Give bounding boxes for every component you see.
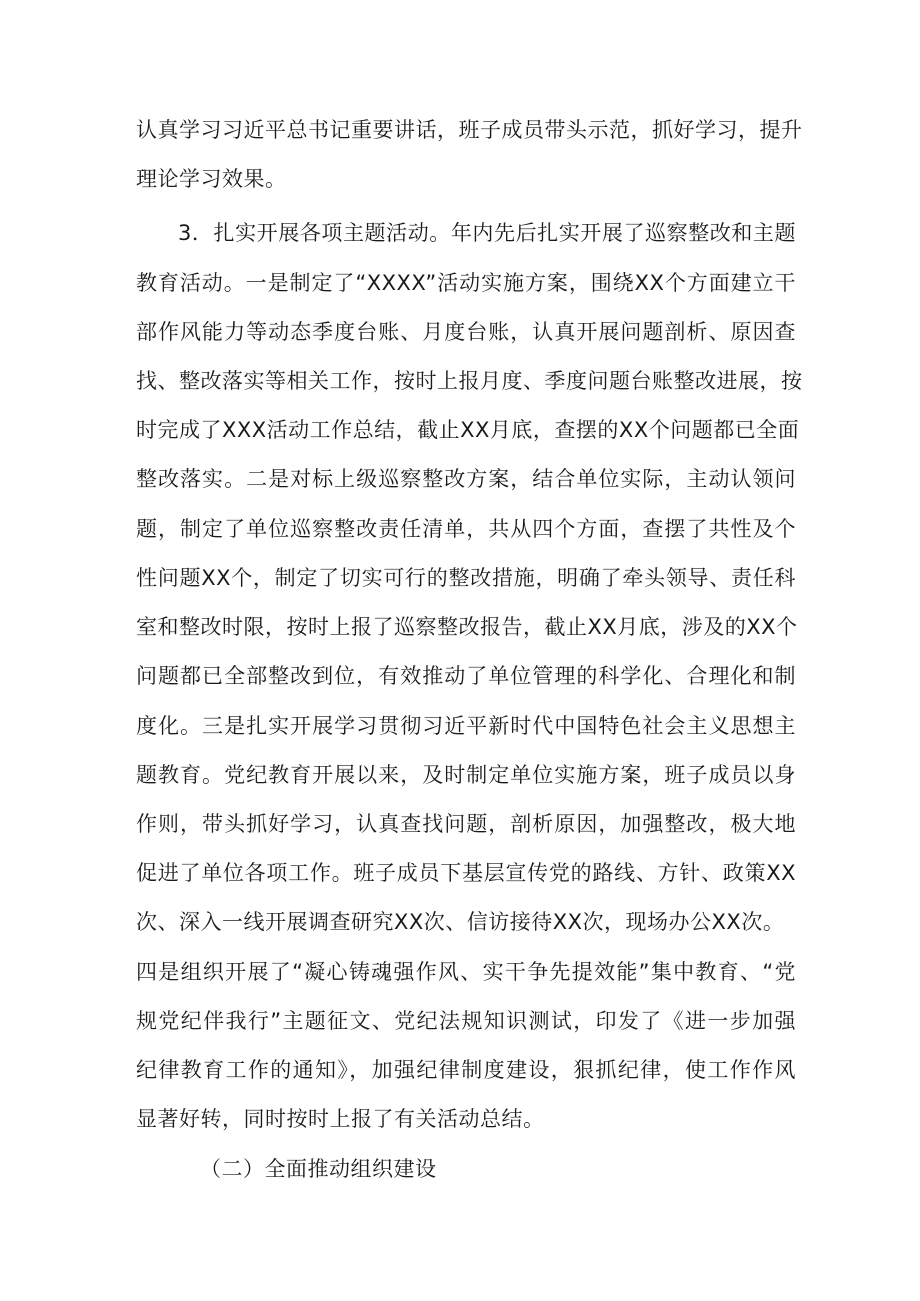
text-line: 作则，带头抓好学习，认真查找问题，剖析原因，加强整改，极大地 (136, 812, 796, 836)
text-line: 部作风能力等动态季度台账、月度台账，认真开展问题剖析、原因查 (136, 320, 796, 344)
text-line: 题，制定了单位巡察整改责任清单，共从四个方面，查摆了共性及个 (136, 517, 796, 541)
text-line: 认真学习习近平总书记重要讲话，班子成员带头示范，抓好学习，提升 (136, 118, 803, 142)
text-line: 找、整改落实等相关工作，按时上报月度、季度问题台账整改进展，按 (136, 369, 803, 393)
text-line: 时完成了XXX活动工作总结，截止XX月底，查摆的XX个问题都已全面 (136, 418, 800, 442)
text-line: 规党纪伴我行”主题征文、党纪法规知识测试，印发了《进一步加强 (136, 1009, 796, 1033)
text-line: 题教育。党纪教育开展以来，及时制定单位实施方案，班子成员以身 (136, 763, 796, 787)
text-line: 问题都已全部整改到位，有效推动了单位管理的科学化、合理化和制 (136, 664, 796, 688)
text-line: 理论学习效果。 (136, 167, 287, 191)
text-line: 四是组织开展了“凝心铸魂强作风、实干争先提效能”集中教育、“党 (136, 960, 796, 984)
text-line: 次、深入一线开展调查研究XX次、信访接待XX次，现场办公XX次。 (136, 910, 785, 934)
text-line: 显著好转，同时按时上报了有关活动总结。 (136, 1107, 545, 1131)
text-line: 度化。三是扎实开展学习贯彻习近平新时代中国特色社会主义思想主 (136, 714, 796, 738)
text-line: 教育活动。一是制定了“XXXX”活动实施方案，围绕XX个方面建立干 (136, 271, 796, 295)
text-line: 性问题XX个，制定了切实可行的整改措施，明确了牵头领导、责任科 (136, 566, 796, 590)
text-line: 3．扎实开展各项主题活动。年内先后扎实开展了巡察整改和主题 (178, 221, 796, 245)
section-heading: （二）全面推动组织建设 (200, 1157, 437, 1181)
text-line: 整改落实。二是对标上级巡察整改方案，结合单位实际，主动认领问 (136, 467, 796, 491)
text-line: 室和整改时限，按时上报了巡察整改报告，截止XX月底，涉及的XX个 (136, 615, 798, 639)
text-line: 纪律教育工作的通知》，加强纪律制度建设，狠抓纪律，使工作作风 (136, 1058, 796, 1082)
text-line: 促进了单位各项工作。班子成员下基层宣传党的路线、方针、政策XX (136, 861, 796, 885)
